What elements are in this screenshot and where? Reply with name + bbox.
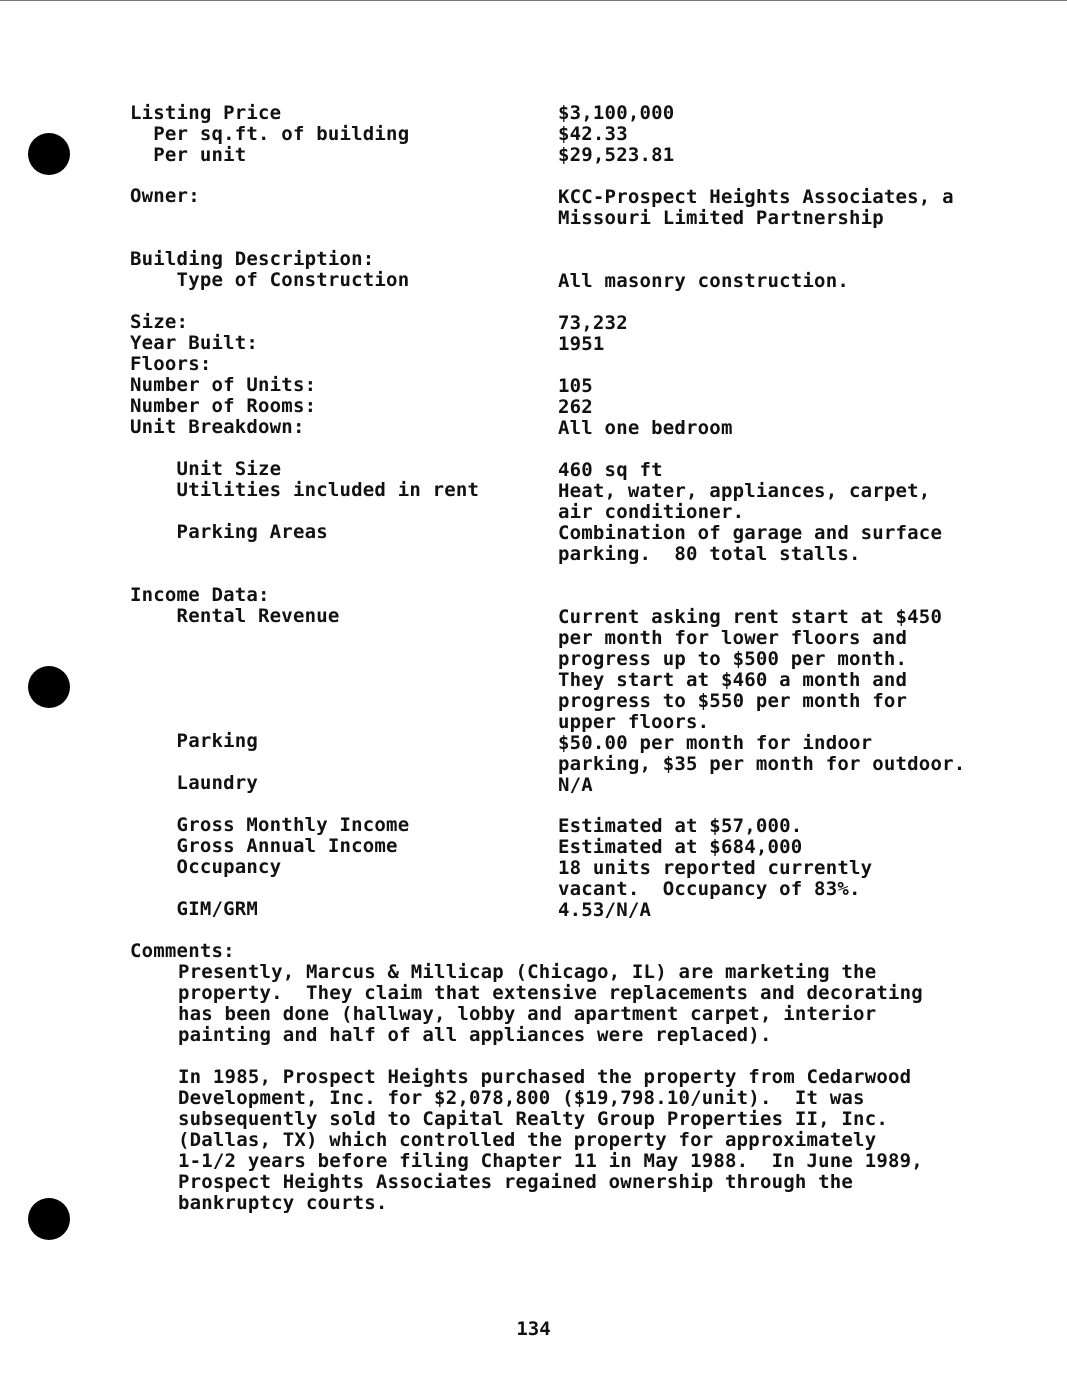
comment-paragraph-2-line-4: (Dallas, TX) which controlled the property for approximately [178, 1129, 877, 1151]
label-number-of-rooms: Number of Rooms: [130, 395, 317, 417]
value-parking-line-1: $50.00 per month for indoor [558, 732, 873, 754]
label-number-of-units: Number of Units: [130, 374, 317, 396]
value-parking-areas-line-1: Combination of garage and surface [558, 522, 943, 544]
comment-paragraph-2-line-5: 1-1/2 years before filing Chapter 11 in May 1988. In June 1989, [178, 1150, 923, 1172]
comment-paragraph-2-line-1: In 1985, Prospect Heights purchased the property from Cedarwood [178, 1066, 912, 1088]
comment-paragraph-2-line-2: Development, Inc. for $2,078,800 ($19,798.10/unit). It was [178, 1087, 865, 1109]
page-number: 134 [516, 1318, 551, 1340]
value-occupancy-line-2: vacant. Occupancy of 83%. [558, 878, 861, 900]
label-occupancy: Occupancy [130, 856, 282, 878]
comment-paragraph-2-line-6: Prospect Heights Associates regained ownership through the [178, 1171, 854, 1193]
value-utilities-line-2: air conditioner. [558, 501, 745, 523]
value-owner-line-2: Missouri Limited Partnership [558, 207, 884, 229]
value-listing-price: $3,100,000 [558, 102, 675, 124]
comment-paragraph-2-line-7: bankruptcy courts. [178, 1192, 388, 1214]
value-rental-revenue-line-4: They start at $460 a month and [558, 669, 908, 691]
page-top-edge [0, 0, 1067, 1]
value-rental-revenue-line-6: upper floors. [558, 711, 710, 733]
label-type-of-construction: Type of Construction [130, 269, 410, 291]
value-size: 73,232 [558, 312, 628, 334]
label-gross-annual-income: Gross Annual Income [130, 835, 398, 857]
value-gross-monthly-income: Estimated at $57,000. [558, 815, 803, 837]
label-gim-grm: GIM/GRM [130, 898, 259, 920]
value-gross-annual-income: Estimated at $684,000 [558, 836, 803, 858]
value-type-of-construction: All masonry construction. [558, 270, 849, 292]
comment-paragraph-1-line-2: property. They claim that extensive replacements and decorating [178, 982, 923, 1004]
punch-hole-bottom [28, 1198, 70, 1240]
label-year-built: Year Built: [130, 332, 259, 354]
value-utilities-line-1: Heat, water, appliances, carpet, [558, 480, 931, 502]
label-gross-monthly-income: Gross Monthly Income [130, 814, 410, 836]
label-owner: Owner: [130, 185, 200, 207]
label-floors: Floors: [130, 353, 212, 375]
value-parking-areas-line-2: parking. 80 total stalls. [558, 543, 861, 565]
label-listing-price: Listing Price [130, 102, 282, 124]
label-income-data: Income Data: [130, 584, 270, 606]
punch-hole-middle [28, 666, 70, 708]
value-laundry: N/A [558, 774, 593, 796]
label-parking-areas: Parking Areas [130, 521, 328, 543]
comment-paragraph-1-line-1: Presently, Marcus & Millicap (Chicago, IL) are marketing the [178, 961, 877, 983]
label-laundry: Laundry [130, 772, 259, 794]
value-year-built: 1951 [558, 333, 605, 355]
value-owner-line-1: KCC-Prospect Heights Associates, a [558, 186, 954, 208]
label-unit-breakdown: Unit Breakdown: [130, 416, 305, 438]
value-rental-revenue-line-5: progress to $550 per month for [558, 690, 908, 712]
value-gim-grm: 4.53/N/A [558, 899, 652, 921]
value-per-unit: $29,523.81 [558, 144, 675, 166]
value-parking-line-2: parking, $35 per month for outdoor. [558, 753, 966, 775]
label-utilities: Utilities included in rent [130, 479, 480, 501]
label-per-sqft: Per sq.ft. of building [130, 123, 410, 145]
value-per-sqft: $42.33 [558, 123, 628, 145]
label-building-description: Building Description: [130, 248, 375, 270]
label-size: Size: [130, 311, 189, 333]
value-rental-revenue-line-2: per month for lower floors and [558, 627, 908, 649]
punch-hole-top [28, 133, 70, 175]
label-parking: Parking [130, 730, 259, 752]
value-rental-revenue-line-1: Current asking rent start at $450 [558, 606, 943, 628]
label-rental-revenue: Rental Revenue [130, 605, 340, 627]
value-number-of-units: 105 [558, 375, 593, 397]
label-comments: Comments: [130, 940, 235, 962]
value-number-of-rooms: 262 [558, 396, 593, 418]
comment-paragraph-1-line-4: painting and half of all appliances were replaced). [178, 1024, 772, 1046]
comment-paragraph-1-line-3: has been done (hallway, lobby and apartment carpet, interior [178, 1003, 877, 1025]
label-unit-size: Unit Size [130, 458, 282, 480]
value-unit-size: 460 sq ft [558, 459, 663, 481]
value-occupancy-line-1: 18 units reported currently [558, 857, 873, 879]
value-rental-revenue-line-3: progress up to $500 per month. [558, 648, 908, 670]
label-per-unit: Per unit [130, 144, 247, 166]
comment-paragraph-2-line-3: subsequently sold to Capital Realty Group Properties II, Inc. [178, 1108, 888, 1130]
value-unit-breakdown: All one bedroom [558, 417, 733, 439]
